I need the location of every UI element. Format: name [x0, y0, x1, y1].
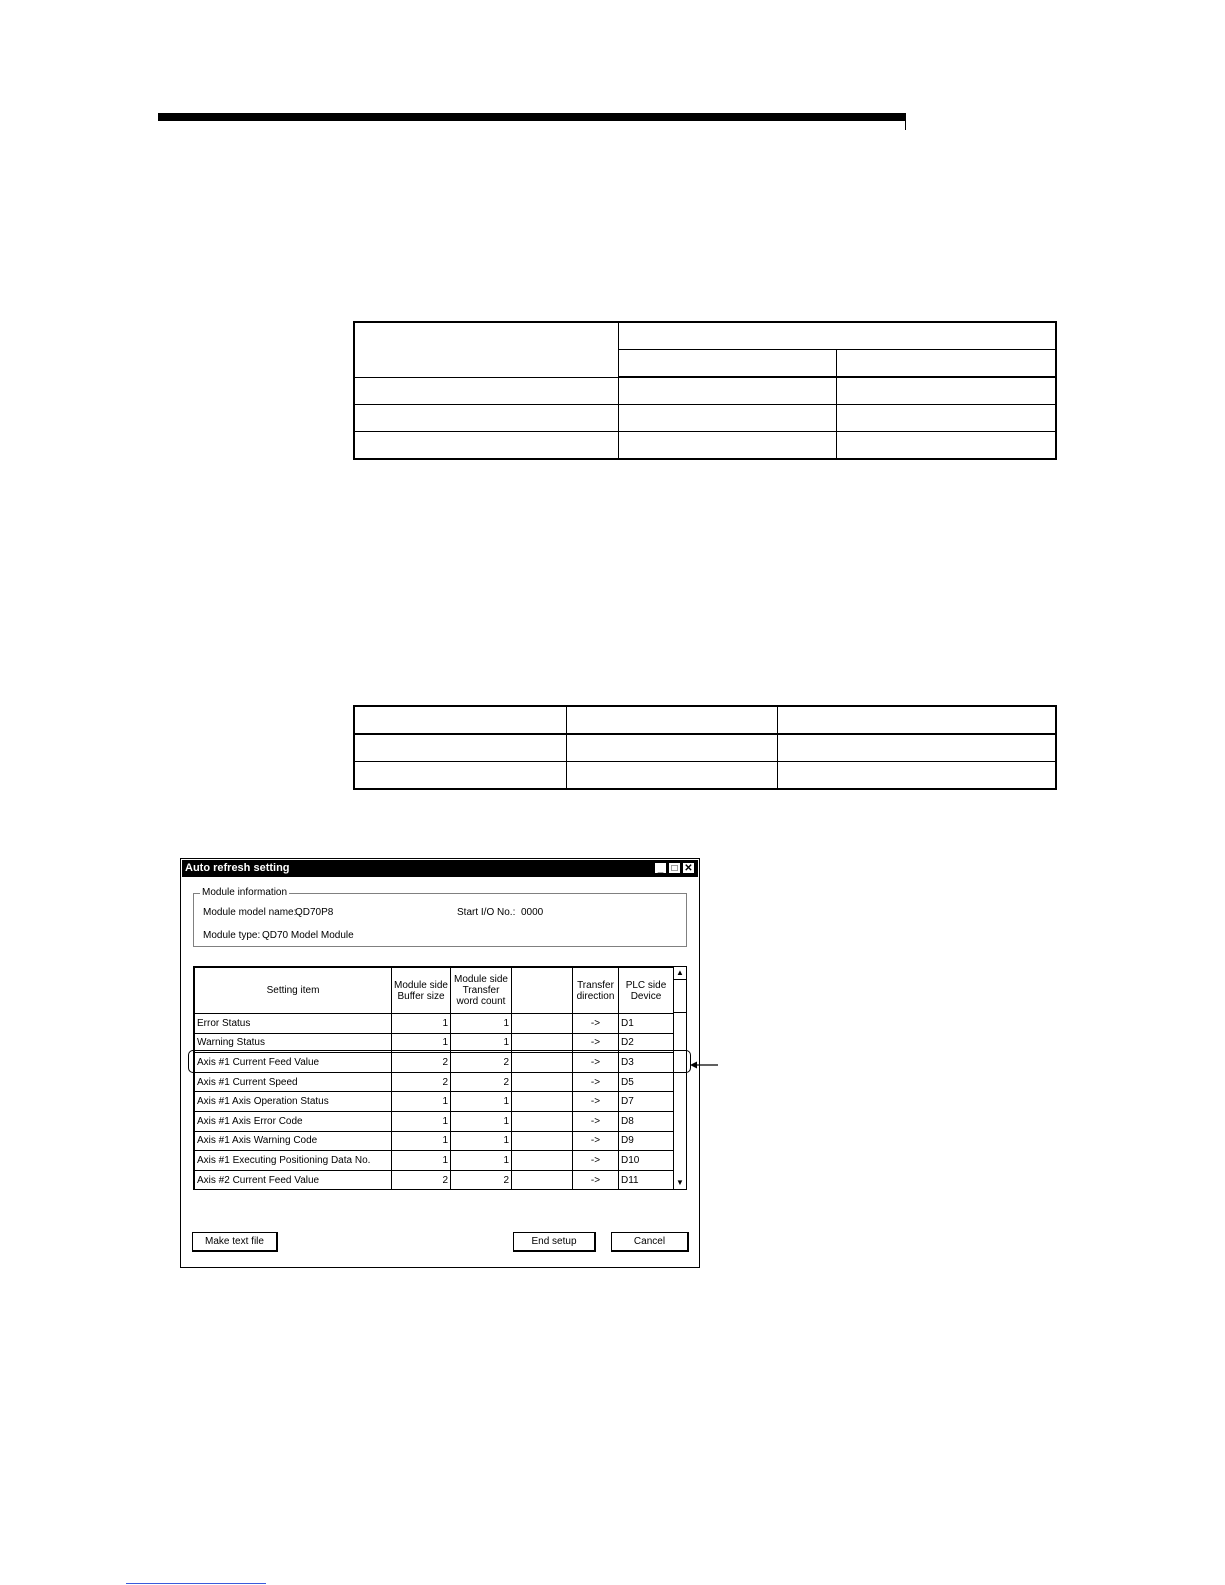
maximize-button[interactable]: □: [668, 862, 681, 874]
plc-device-cell[interactable]: D8: [619, 1111, 674, 1131]
make-text-file-button[interactable]: Make text file: [192, 1232, 278, 1252]
buffer-size-cell[interactable]: 2: [392, 1053, 451, 1073]
module-type-value: QD70 Model Module: [262, 930, 354, 941]
transfer-direction-cell[interactable]: ->: [573, 1033, 619, 1053]
table-row[interactable]: [195, 1111, 674, 1131]
table-a-cell: [618, 322, 1056, 350]
setting-item-cell[interactable]: Axis #1 Current Speed: [195, 1072, 392, 1092]
buffer-size-cell[interactable]: 1: [392, 1014, 451, 1034]
setting-item-cell[interactable]: Axis #1 Executing Positioning Data No.: [195, 1151, 392, 1171]
transfer-direction-cell[interactable]: ->: [573, 1072, 619, 1092]
table-row[interactable]: [195, 1072, 674, 1092]
module-information-group: [193, 887, 687, 947]
table-a-cell: [618, 350, 836, 378]
plc-device-cell[interactable]: D3: [619, 1053, 674, 1073]
cancel-button[interactable]: Cancel: [611, 1232, 689, 1252]
close-button[interactable]: ✕: [682, 862, 695, 874]
table-a-cell: [618, 377, 836, 405]
col-transfer-direction: Transfer direction: [573, 968, 619, 1014]
table-a-header-row: [354, 322, 1056, 350]
table-a-cell: [618, 432, 836, 460]
transfer-count-cell[interactable]: 1: [451, 1131, 512, 1151]
page-top-rule-tick: [905, 121, 906, 130]
buffer-size-cell[interactable]: 2: [392, 1072, 451, 1092]
table-a-cell: [354, 405, 618, 432]
setting-item-cell[interactable]: Axis #1 Axis Warning Code: [195, 1131, 392, 1151]
setting-item-cell[interactable]: Axis #1 Axis Operation Status: [195, 1092, 392, 1112]
highlighted-row-outline: [188, 1050, 691, 1073]
blank-cell[interactable]: [512, 1092, 573, 1112]
bottom-link-line: [126, 1583, 266, 1584]
table-b-cell: [777, 762, 1056, 790]
buffer-size-cell[interactable]: 1: [392, 1033, 451, 1053]
setting-table-header: [195, 968, 674, 1014]
plc-device-cell[interactable]: D2: [619, 1033, 674, 1053]
scrollbar-thumb[interactable]: [674, 979, 686, 1013]
transfer-count-cell[interactable]: 2: [451, 1072, 512, 1092]
transfer-direction-cell[interactable]: ->: [573, 1053, 619, 1073]
plc-device-cell[interactable]: D10: [619, 1151, 674, 1171]
table-row[interactable]: [195, 1151, 674, 1171]
transfer-count-cell[interactable]: 1: [451, 1033, 512, 1053]
table-a-cell: [354, 377, 618, 405]
start-io-label: Start I/O No.:: [457, 907, 516, 918]
vertical-scrollbar[interactable]: [673, 967, 686, 1189]
transfer-count-cell[interactable]: 1: [451, 1151, 512, 1171]
col-plc-device: PLC side Device: [619, 968, 674, 1014]
buffer-size-cell[interactable]: 1: [392, 1111, 451, 1131]
transfer-direction-cell[interactable]: ->: [573, 1092, 619, 1112]
left-arrow-icon: [690, 1060, 718, 1070]
plc-device-cell[interactable]: D7: [619, 1092, 674, 1112]
blank-cell[interactable]: [512, 1131, 573, 1151]
col-setting-item: Setting item: [195, 968, 392, 1014]
table-a-cell: [836, 432, 1056, 460]
end-setup-button[interactable]: End setup: [513, 1232, 596, 1252]
table-row[interactable]: [195, 1170, 674, 1190]
table-b-cell: [566, 706, 777, 734]
setting-item-cell[interactable]: Axis #1 Axis Error Code: [195, 1111, 392, 1131]
blank-cell[interactable]: [512, 1014, 573, 1034]
table-a-cell: [836, 377, 1056, 405]
buffer-size-cell[interactable]: 1: [392, 1131, 451, 1151]
col-transfer-count: Module side Transfer word count: [451, 968, 512, 1014]
table-row[interactable]: [195, 1092, 674, 1112]
table-a-row: [354, 405, 1056, 432]
buffer-size-cell[interactable]: 1: [392, 1151, 451, 1171]
model-name-label: Module model name:: [203, 907, 297, 918]
table-b-cell: [566, 734, 777, 762]
empty-table-a: [353, 321, 1057, 460]
scroll-up-icon[interactable]: ▲: [676, 968, 684, 977]
transfer-count-cell[interactable]: 2: [451, 1053, 512, 1073]
window-controls: [654, 862, 695, 874]
plc-device-cell[interactable]: D1: [619, 1014, 674, 1034]
table-b-cell: [354, 734, 566, 762]
transfer-count-cell[interactable]: 1: [451, 1092, 512, 1112]
setting-item-cell[interactable]: Axis #1 Current Feed Value: [195, 1053, 392, 1073]
blank-cell[interactable]: [512, 1170, 573, 1190]
auto-refresh-dialog: [180, 858, 700, 1268]
table-a-cell: [354, 432, 618, 460]
blank-cell[interactable]: [512, 1072, 573, 1092]
transfer-count-cell[interactable]: 1: [451, 1014, 512, 1034]
table-a-row: [354, 432, 1056, 460]
model-name-value: QD70P8: [295, 907, 334, 918]
table-b-header-row: [354, 706, 1056, 734]
table-row[interactable]: [195, 1014, 674, 1034]
buffer-size-cell[interactable]: 1: [392, 1092, 451, 1112]
table-a-cell: [836, 405, 1056, 432]
setting-item-cell[interactable]: Error Status: [195, 1014, 392, 1034]
plc-device-cell[interactable]: D11: [619, 1170, 674, 1190]
transfer-direction-cell[interactable]: ->: [573, 1014, 619, 1034]
module-type-label: Module type:: [203, 930, 261, 941]
setting-item-cell[interactable]: Axis #2 Current Feed Value: [195, 1170, 392, 1190]
dialog-titlebar[interactable]: [182, 860, 698, 877]
plc-device-cell[interactable]: D9: [619, 1131, 674, 1151]
setting-table: [194, 967, 674, 1190]
transfer-direction-cell[interactable]: ->: [573, 1111, 619, 1131]
table-b-cell: [354, 706, 566, 734]
table-b-cell: [354, 762, 566, 790]
minimize-button[interactable]: _: [654, 862, 667, 874]
module-information-legend: Module information: [202, 887, 288, 898]
transfer-count-cell[interactable]: 1: [451, 1111, 512, 1131]
table-a-cell: [618, 405, 836, 432]
table-b-cell: [566, 762, 777, 790]
scroll-down-icon[interactable]: ▼: [676, 1178, 684, 1187]
col-buffer-size: Module side Buffer size: [392, 968, 451, 1014]
table-a-cell: [836, 350, 1056, 378]
transfer-direction-cell[interactable]: ->: [573, 1131, 619, 1151]
empty-table-b: [353, 705, 1057, 790]
dialog-title: Auto refresh setting: [185, 862, 290, 874]
buffer-size-cell[interactable]: 2: [392, 1170, 451, 1190]
plc-device-cell[interactable]: D5: [619, 1072, 674, 1092]
setting-item-cell[interactable]: Warning Status: [195, 1033, 392, 1053]
blank-cell[interactable]: [512, 1111, 573, 1131]
table-row[interactable]: [195, 1131, 674, 1151]
table-a-row: [354, 377, 1056, 405]
table-b-row: [354, 734, 1056, 762]
table-b-cell: [777, 706, 1056, 734]
page-top-rule: [158, 113, 906, 121]
blank-cell[interactable]: [512, 1151, 573, 1171]
col-blank: [512, 968, 573, 1014]
start-io-value: 0000: [521, 907, 544, 918]
table-b-cell: [777, 734, 1056, 762]
transfer-direction-cell[interactable]: ->: [573, 1170, 619, 1190]
table-b-row: [354, 762, 1056, 790]
transfer-direction-cell[interactable]: ->: [573, 1151, 619, 1171]
transfer-count-cell[interactable]: 2: [451, 1170, 512, 1190]
table-a-cell: [354, 322, 618, 377]
setting-grid: [193, 966, 687, 1190]
